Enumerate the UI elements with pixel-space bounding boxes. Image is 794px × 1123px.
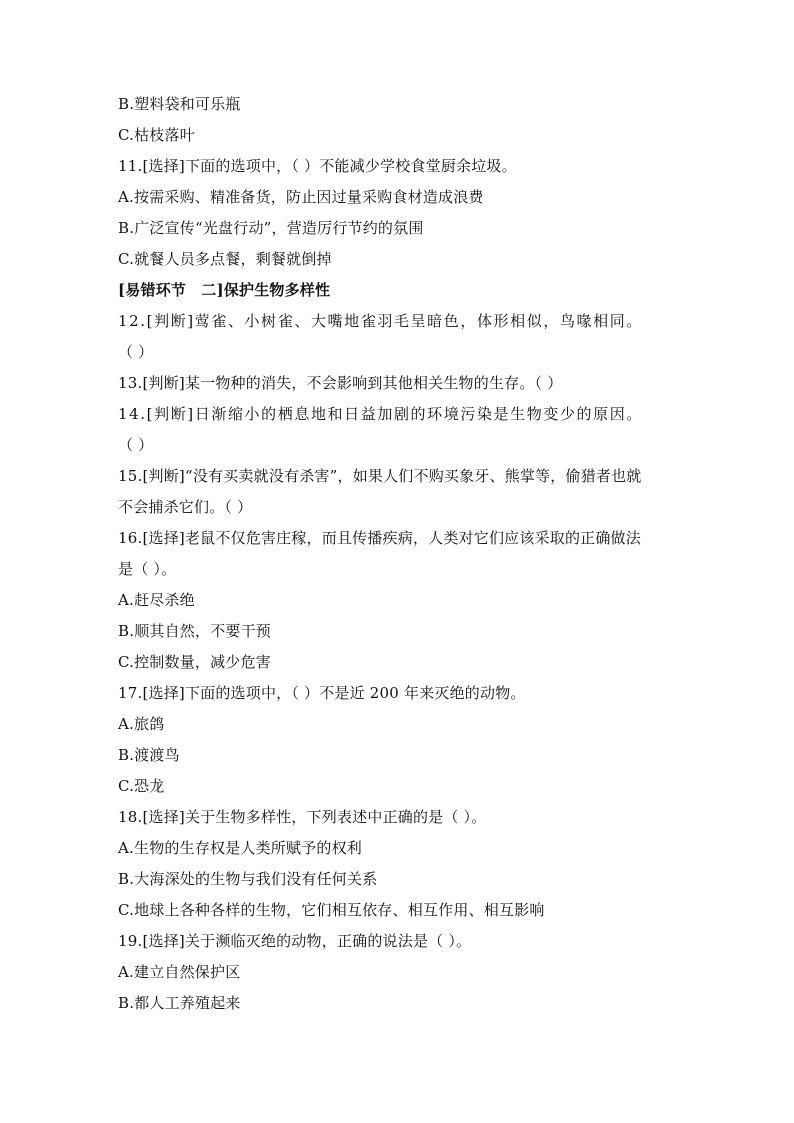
option-11c: C.就餐人员多点餐，剩餐就倒掉 [118,250,332,268]
question-12-blank: （ ） [118,343,154,361]
question-16: 16.[选择]老鼠不仅危害庄稼，而且传播疾病，人类对它们应该采取的正确做法 [118,529,641,547]
question-14-blank: （ ） [118,436,154,454]
question-17: 17.[选择]下面的选项中，（ ）不是近 200 年来灭绝的动物。 [118,684,526,702]
question-15-cont: 不会捕杀它们。（ ） [118,498,253,516]
option-19a: A.建立自然保护区 [118,963,241,981]
option-16b: B.顺其自然，不要干预 [118,622,271,640]
question-15: 15.[判断]“没有买卖就没有杀害”，如果人们不购买象牙、熊掌等，偷猎者也就 [118,467,642,485]
section-heading: [易错环节 二]保护生物多样性 [118,281,331,299]
option-17b: B.渡渡鸟 [118,746,180,764]
option-16a: A.赶尽杀绝 [118,591,195,609]
option-18c: C.地球上各种各样的生物，它们相互依存、相互作用、相互影响 [118,901,545,919]
question-11: 11.[选择]下面的选项中，（ ）不能减少学校食堂厨余垃圾。 [118,157,517,175]
option-11b: B.广泛宣传“光盘行动”，营造厉行节约的氛围 [118,219,424,237]
question-18: 18.[选择]关于生物多样性，下列表述中正确的是（ ）。 [118,808,487,826]
option-10b: B.塑料袋和可乐瓶 [118,95,241,113]
option-18a: A.生物的生存权是人类所赋予的权利 [118,839,363,857]
question-14: 14.[判断]日渐缩小的栖息地和日益加剧的环境污染是生物变少的原因。 [118,405,643,423]
option-17c: C.恐龙 [118,777,165,795]
option-10c: C.枯枝落叶 [118,126,195,144]
question-16-cont: 是（ ）。 [118,560,177,578]
option-17a: A.旅鸽 [118,715,165,733]
option-19b: B.都人工养殖起来 [118,994,241,1012]
option-11a: A.按需采购、精准备货，防止因过量采购食材造成浪费 [118,188,484,206]
option-16c: C.控制数量，减少危害 [118,653,271,671]
option-18b: B.大海深处的生物与我们没有任何关系 [118,870,378,888]
question-12: 12.[判断]莺雀、小树雀、大嘴地雀羽毛呈暗色，体形相似，鸟喙相同。 [118,312,643,330]
question-13: 13.[判断]某一物种的消失，不会影响到其他相关生物的生存。（ ） [118,374,563,392]
question-19: 19.[选择]关于濒临灭绝的动物，正确的说法是（ ）。 [118,932,472,950]
